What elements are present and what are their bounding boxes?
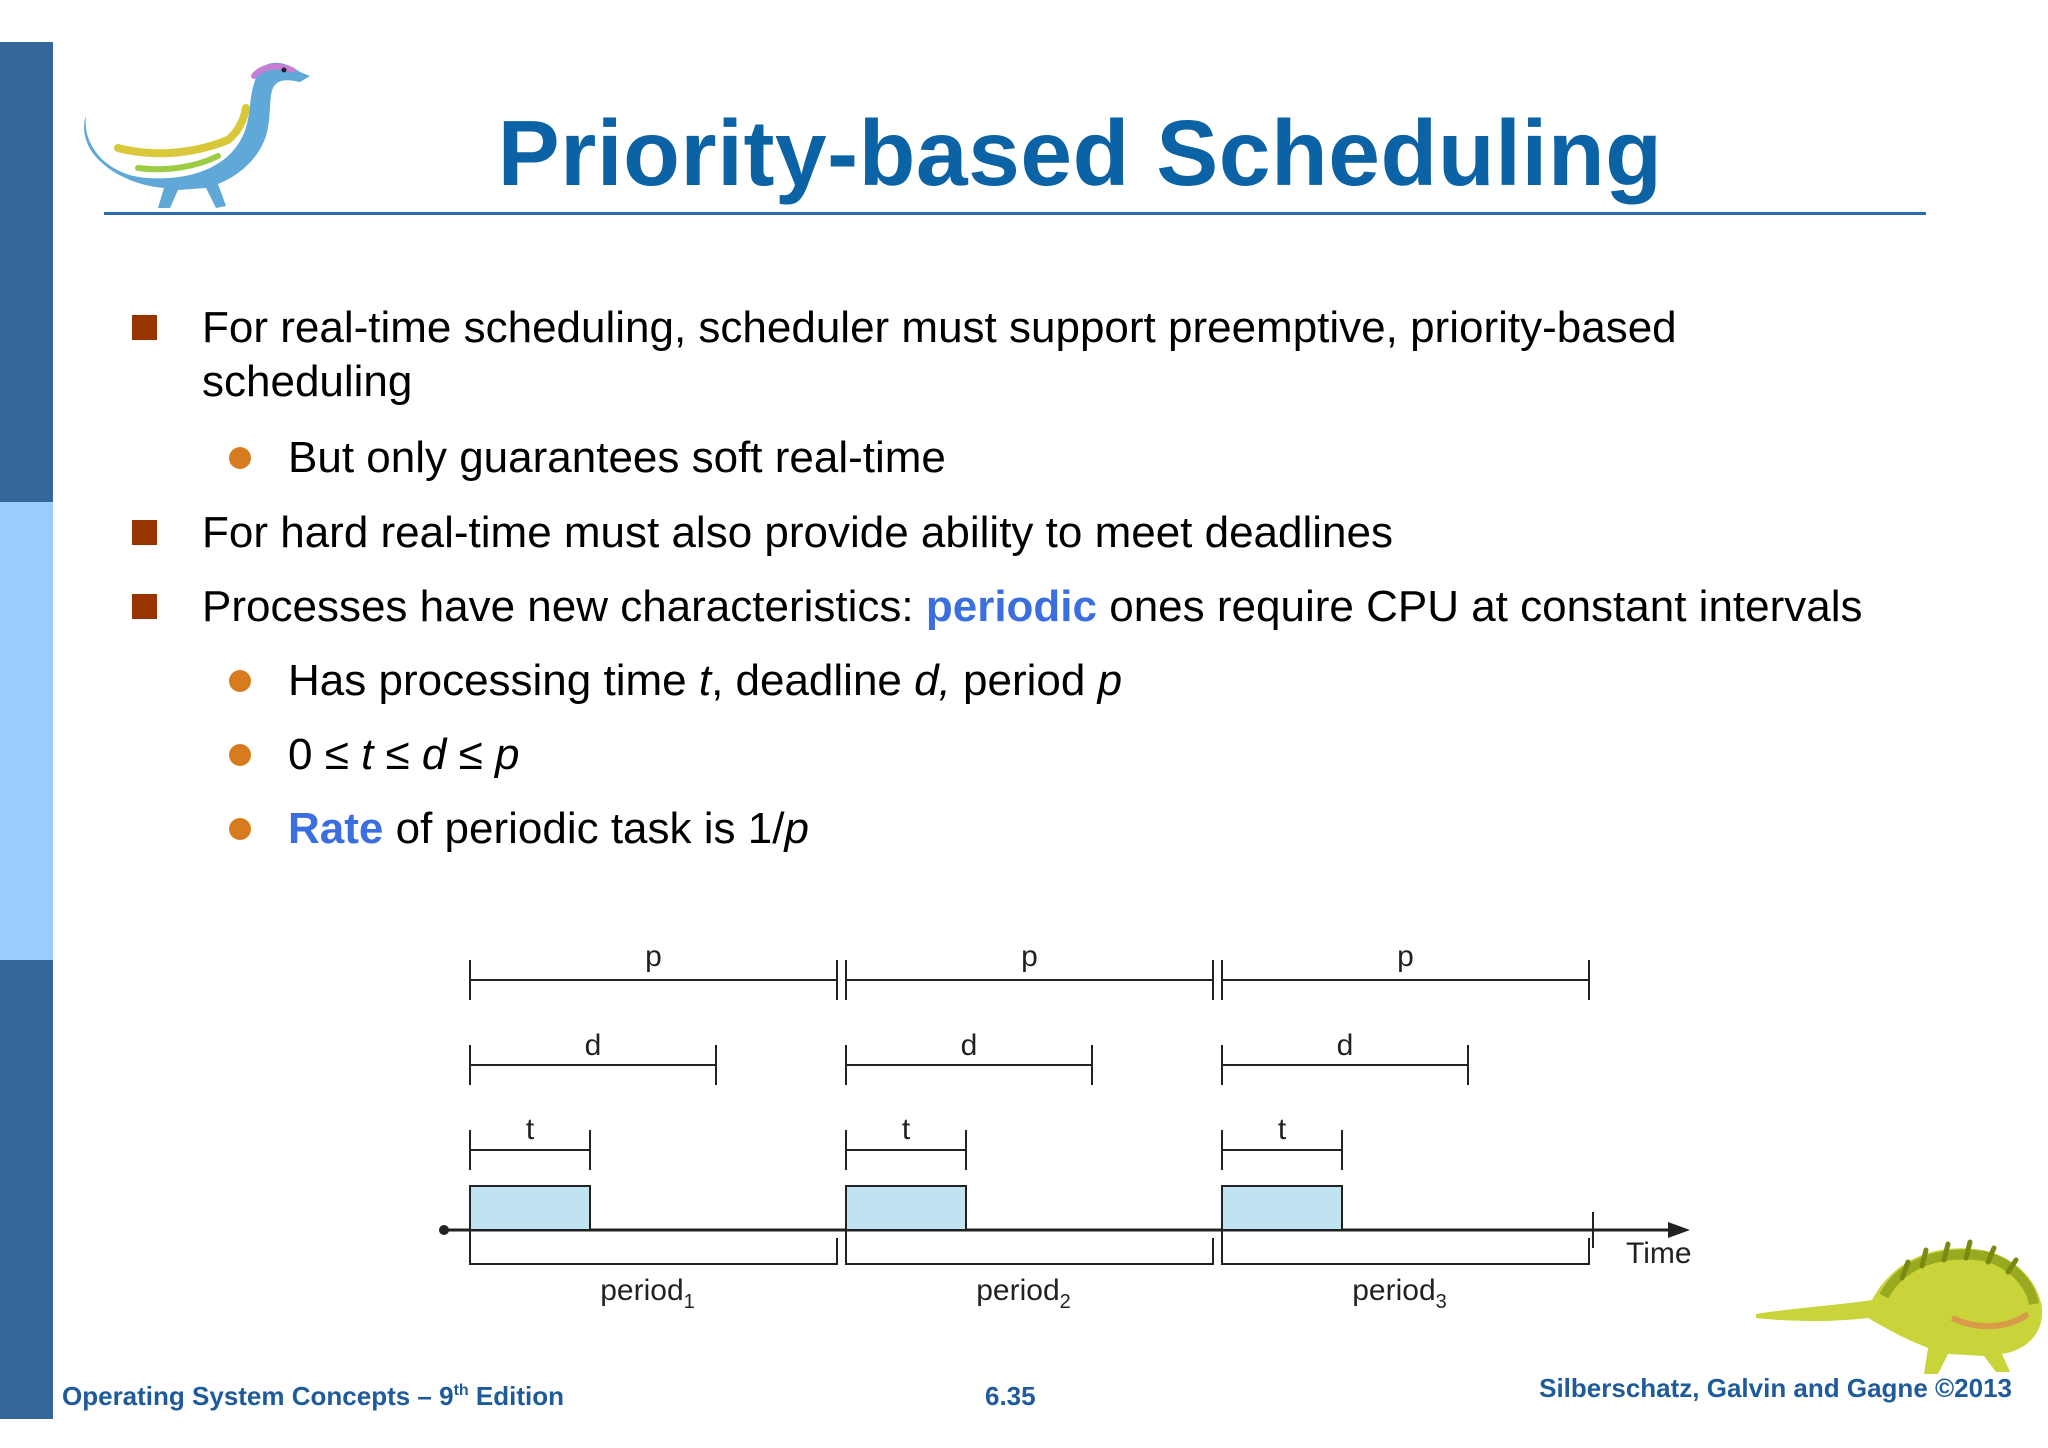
execution-burst-box: [846, 1186, 966, 1230]
period-word: period: [600, 1274, 684, 1307]
t-label: t: [525, 1113, 535, 1146]
text-part: Has processing time: [288, 656, 699, 705]
var-d: d,: [914, 656, 951, 705]
period-word: period: [976, 1274, 1060, 1307]
bullet-text: For hard real-time must also provide ability to meet deadlines: [202, 508, 1393, 557]
keyword-periodic: periodic: [925, 582, 1098, 631]
p-label: p: [1397, 940, 1414, 973]
time-axis-label: Time: [1626, 1237, 1692, 1270]
footer-authors: Silberschatz, Galvin and Gagne ©2013: [1539, 1373, 2012, 1403]
d-label: d: [584, 1029, 602, 1062]
period-subscript: 2: [1059, 1291, 1071, 1313]
p-label: p: [645, 940, 662, 973]
footer-text: Edition: [468, 1381, 564, 1411]
period-bracket: [1222, 1238, 1589, 1264]
period-label: [976, 1274, 1071, 1313]
d-label: d: [960, 1029, 978, 1062]
var-d: d: [421, 730, 447, 779]
bullet-text-part: Processes have new characteristics:: [202, 582, 926, 631]
var-p: p: [784, 804, 809, 853]
axis-arrow-icon: [1668, 1222, 1690, 1238]
keyword-rate: Rate: [288, 804, 384, 853]
axis-origin-dot: [439, 1225, 449, 1235]
d-label: d: [1336, 1029, 1354, 1062]
period-bracket: [470, 1238, 837, 1264]
footer-book-title: [62, 1381, 564, 1412]
text-part: ≤: [446, 730, 496, 779]
execution-burst-box: [470, 1186, 590, 1230]
text-part: ≤: [373, 730, 422, 779]
var-t: t: [361, 730, 374, 779]
page-number: 6.35: [985, 1381, 1036, 1411]
bullet-text: For real-time scheduling, scheduler must support preemptive, priority-based: [202, 303, 1677, 352]
t-label: t: [1277, 1113, 1287, 1146]
execution-burst-box: [1222, 1186, 1342, 1230]
footer-text: Operating System Concepts – 9: [62, 1381, 454, 1411]
period-label: [1352, 1274, 1447, 1313]
text-part: 0 ≤: [288, 730, 362, 779]
period-subscript: 3: [1435, 1291, 1447, 1313]
period-bracket: [846, 1238, 1213, 1264]
bullet-text-part: ones require CPU at constant intervals: [1097, 582, 1863, 631]
p-label: p: [1021, 940, 1038, 973]
t-label: t: [901, 1113, 911, 1146]
footer-superscript: th: [453, 1382, 469, 1399]
text-part: of periodic task is 1/: [383, 804, 785, 853]
sub-bullet-text: But only guarantees soft real-time: [288, 433, 946, 482]
var-p: p: [1097, 656, 1123, 705]
text-part: , deadline: [711, 656, 915, 705]
page-title: Priority-based Scheduling: [497, 101, 1663, 205]
period-subscript: 1: [683, 1291, 695, 1313]
period-label: [600, 1274, 695, 1313]
text-part: period: [950, 656, 1098, 705]
var-p: p: [495, 730, 520, 779]
dinosaur-corner-icon: [1752, 1222, 2048, 1378]
period-word: period: [1352, 1274, 1436, 1307]
bullet-text-continued: scheduling: [202, 357, 413, 406]
var-t: t: [698, 656, 712, 705]
